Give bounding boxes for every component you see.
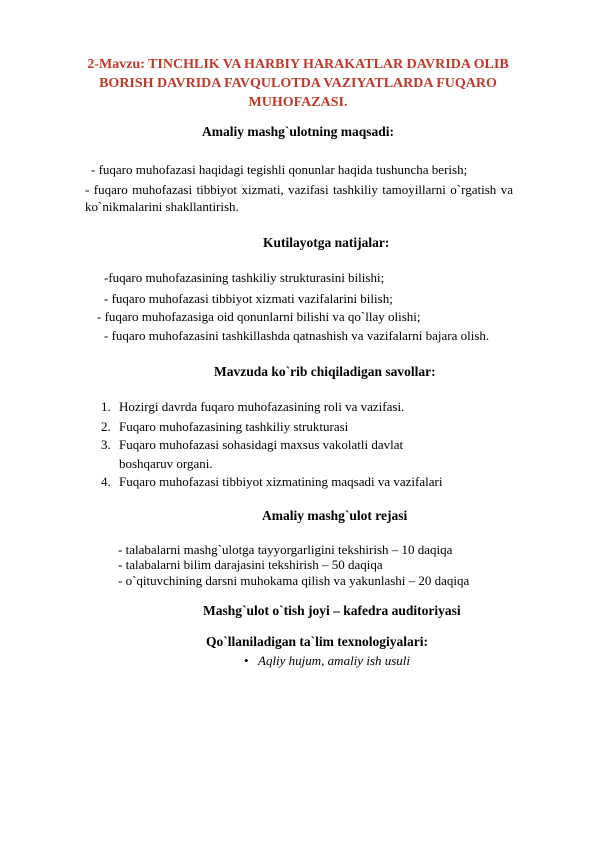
results-item-1: -fuqaro muhofazasining tashkiliy strukturasini bilishi;	[104, 270, 385, 285]
aim-heading: Amaliy mashg`ulotning maqsadi:	[201, 124, 395, 139]
question-text: Fuqaro muhofazasining tashkiliy strukturasi	[119, 419, 349, 434]
technologies-item	[244, 653, 410, 669]
title-line-1: 2-Mavzu: TINCHLIK VA HARBIY HARAKATLAR DAVRIDA OLIB	[87, 57, 509, 72]
aim-item-2-line-1: - fuqaro muhofazasi tibbiyot xizmati, vazifasi tashkiliy tamoyillarni o`rgatish va	[85, 182, 513, 197]
aim-item-2-line-2: ko`nikmalarini shakllantirish.	[85, 199, 239, 214]
results-heading: Kutilayotga natijalar:	[263, 235, 390, 250]
title-line-2: BORISH DAVRIDA FAVQULOTDA VAZIYATLARDA FUQARO	[99, 76, 497, 91]
plan-item-3: - o`qituvchining darsni muhokama qilish va yakunlashi – 20 daqiqa	[118, 573, 470, 588]
plan-item-2: - talabalarni bilim darajasini tekshirish – 50 daqiqa	[118, 557, 383, 572]
results-item-2: - fuqaro muhofazasi tibbiyot xizmati vazifalarini bilish;	[104, 291, 393, 306]
plan-heading: Amaliy mashg`ulot rejasi	[262, 508, 408, 523]
bullet-icon: •	[244, 653, 249, 668]
question-text: Fuqaro muhofazasi tibbiyot xizmatining maqsadi va vazifalari	[119, 474, 443, 489]
location-text: Mashg`ulot o`tish joyi – kafedra auditoriyasi	[203, 603, 461, 618]
question-number: 1.	[101, 399, 111, 414]
question-number: 4.	[101, 474, 111, 489]
technologies-heading: Qo`llaniladigan ta`lim texnologiyalari:	[206, 634, 428, 649]
question-number: 3.	[101, 437, 111, 452]
question-number: 2.	[101, 419, 111, 434]
question-text: Fuqaro muhofazasi sohasidagi maxsus vakolatli davlat	[119, 437, 404, 452]
question-item-3-continuation	[101, 456, 213, 472]
technologies-item-text: Aqliy hujum, amaliy ish usuli	[258, 653, 411, 668]
title-line-3: MUHOFAZASI.	[248, 95, 348, 110]
aim-item-1: - fuqaro muhofazasi haqidagi tegishli qonunlar haqida tushuncha berish;	[91, 162, 468, 177]
plan-item-1: - talabalarni mashg`ulotga tayyorgarligini tekshirish – 10 daqiqa	[118, 542, 453, 557]
results-item-3: - fuqaro muhofazasiga oid qonunlarni bilishi va qo`llay olishi;	[97, 309, 421, 324]
question-text: Hozirgi davrda fuqaro muhofazasining roli va vazifasi.	[119, 399, 405, 414]
question-item-4	[101, 474, 442, 490]
question-item-1	[101, 399, 404, 415]
question-item-3	[101, 437, 403, 453]
question-text: boshqaruv organi.	[119, 456, 213, 471]
question-item-2	[101, 419, 348, 435]
questions-heading: Mavzuda ko`rib chiqiladigan savollar:	[214, 364, 436, 379]
results-item-4: - fuqaro muhofazasini tashkillashda qatnashish va vazifalarni bajara olish.	[104, 328, 490, 343]
